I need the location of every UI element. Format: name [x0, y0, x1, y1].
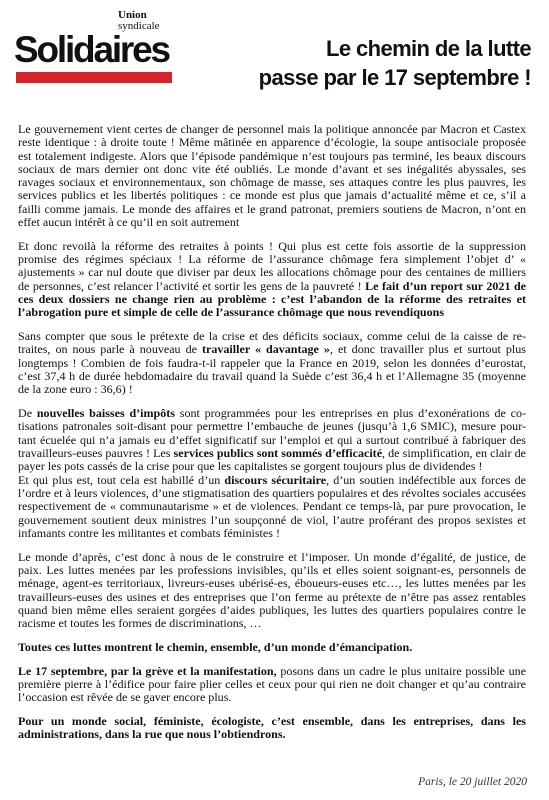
page-headline: [201, 34, 531, 92]
paragraph-1: Le gouvernement vient certes de changer de personnel mais la politique annoncée par Macron et Castex reste identique : à droite toute ! Même mâtinée en apparence d’écologie, la soupe antisociale proposée est totalement indigeste. Alors que l’épisode pandémique n’est toujours pas terminé, les beaux discours sociaux de mars dernier ont donc vite été oubliés. Le monde d’avant et ses inégalités abyssales, ses ravages sociaux et environnementaux, son chômage de masse, ses attaques contre les plus pauvres, les services publics et les libertés politiques : ce monde est plus que jamais d’actualité même et ce, s’il a failli comme jamais. Le monde des affaires et le grand patronat, premiers soutiens de Macron, n’ont en effet aucun intérêt à ce qu’il en soit autrement: [18, 122, 526, 230]
paragraph-4-text-a: De: [18, 406, 37, 421]
paragraph-4: [18, 407, 526, 540]
paragraph-2-bold: Le fait d’un report sur 2021 de ces deux dossiers ne change rien au problème : c’est l’abandon de la réforme des retraites et l’abrogation pure et simple de celle de l’assurance chômage que nous revendiquons: [18, 278, 526, 320]
paragraph-3-bold: travailler « davantage »: [202, 342, 330, 357]
headline-line-2: passe par le 17 septembre !: [258, 65, 531, 90]
paragraph-4-bold-g: discours sécuritaire: [224, 472, 327, 487]
logo-syndicale-text: syndicale: [118, 20, 160, 32]
logo-union-text: Union: [118, 9, 147, 21]
paragraph-7-text: posons dans un cadre le plus unitaire possible une première pierre à l’édifice pour faire plier celles et ceux pour qui rien ne doit changer et qu’au contraire l’occasion est rêvée de se gaver encore plus.: [18, 663, 526, 705]
article-body: [18, 123, 526, 752]
signoff-date: Paris, le 20 juillet 2020: [418, 776, 527, 788]
logo-red-bar: [16, 72, 172, 83]
solidaires-logo: [14, 10, 184, 96]
paragraph-3-text-c: , et donc travailler plus et surtout plus longtemps ! Combien de fois faudra-t-il rappeler que la France en 2019, selon les données d’eurostat, c’est 37,4 h de durée hebdomadaire du travail quand la Suède c’est 36,4 h et l’Allemagne 35 (moyenne de la zone euro : 36,6) !: [18, 342, 526, 397]
paragraph-4-bold-b: nouvelles baisses d’impôts: [36, 406, 175, 421]
paragraph-4-text-c: sont programmées pour les entreprises en plus d’exonérations de co-tisations patronales soit-disant pour permettre l’embauche de jeunes (jusqu’à 1,6 SMIC), mesure pour-tant écuelée qui n’a jamais eu d’effet significatif sur l’emploi et qui a surtout contribué à fabriquer des travailleurs-euses pauvres ! Les: [18, 406, 527, 461]
paragraph-2: [18, 240, 526, 320]
logo-wordmark: Solidaires: [14, 29, 169, 70]
paragraph-8-bold: Pour un monde social, féministe, écologiste, c’est ensemble, dans les entreprises, dans les administrations, dans la rue que nous l’obtiendrons.: [18, 714, 526, 742]
paragraph-2-text: Et donc revoilà la réforme des retraites à points ! Qui plus est cette fois assortie de la suppression promise des régimes spéciaux ! La réforme de l’assurance chômage fera simplement l’objet d’ « ajustements » car nul doute que diviser par deux les allocations chômage pour des centaines de milliers de personnes, c’est relancer l’activité et sortir les gens de la pauvreté !: [18, 238, 526, 293]
paragraph-4-bold-d: services publics sont sommés d’efficacité: [173, 446, 383, 461]
paragraph-7: [18, 665, 526, 705]
paragraph-7-bold: Le 17 septembre, par la grève et la manifestation,: [18, 663, 277, 678]
headline-line-1: Le chemin de la lutte: [325, 36, 531, 61]
paragraph-4-text-e: , de simplification, en clair de payer les pots cassés de la crise pour que les capitalistes se gorgent toujours plus de dividendes !: [18, 446, 527, 474]
paragraph-6-bold: Toutes ces luttes montrent le chemin, ensemble, d’un monde d’émancipation.: [18, 639, 413, 654]
paragraph-5: Le monde d’après, c’est donc à nous de le construire et l’imposer. Un monde d’égalité, de justice, de paix. Les luttes menées par les professions invisibles, qu’ils et elles soient soignant-es, personnels de ménage, agent-es territoriaux, livreurs-euses ubérisé-es, éboueurs-euses etc…, les luttes menées par les travailleurs-euses des usines et des entreprises que l’on ferme au prétexte de n’être pas assez rentables quand bien même elles seraient gorgées d’aides publiques, les luttes des quartiers populaires contre le racisme et toutes les formes de discriminations, …: [18, 549, 526, 631]
paragraph-6: [18, 641, 526, 654]
paragraph-3: [18, 330, 526, 396]
paragraph-4-text-f: Et qui plus est, tout cela est habillé d’un: [18, 472, 225, 487]
paragraph-3-text-a: Sans compter que sous le prétexte de la crise et des déficits sociaux, comme celui de la caisse de re-traites, on nous parle à nouveau de: [18, 329, 526, 357]
paragraph-4-text-h: , d’un soutien indéfectible aux forces de l’ordre et à leurs violences, d’une stigmatisation des quartiers populaires et des révoltes sociales accusées respectivement de « communautarisme » et de violences. Pendant ce temps-là, par pure provocation, le gouvernement soutient deux ministres l’un soupçonné de viol, l’autre proférant des propos sexistes et infamants contre les militantes et combats féministes !: [18, 472, 526, 540]
paragraph-8: [18, 715, 526, 742]
